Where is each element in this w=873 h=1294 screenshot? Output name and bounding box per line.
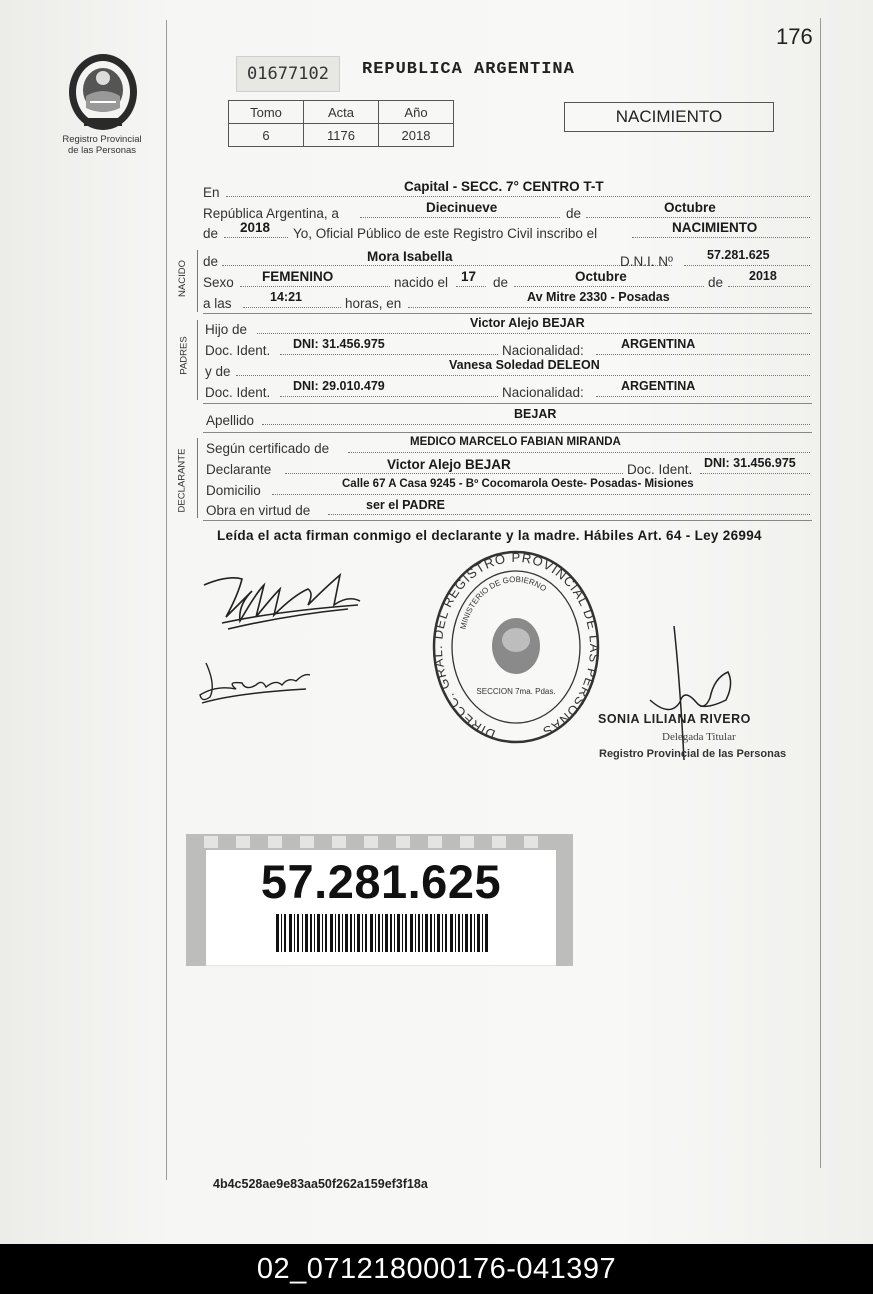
dotted-line — [360, 217, 560, 218]
father-name-value: Victor Alejo BEJAR — [470, 316, 585, 330]
mother-signature — [196, 655, 316, 710]
sexo-label: Sexo — [203, 275, 234, 290]
dotted-line — [257, 333, 810, 334]
closing-statement: Leída el acta firman conmigo el declarante y la madre. Hábiles Art. 64 - Ley 26994 — [217, 528, 762, 543]
declarante-doc-label: Doc. Ident. — [627, 462, 693, 477]
nacido-el-label: nacido el — [394, 275, 449, 290]
dotted-line — [596, 396, 810, 397]
obra-value: ser el PADRE — [366, 498, 445, 512]
y-de-label: y de — [205, 364, 231, 379]
dotted-line — [262, 424, 810, 425]
mother-name-value: Vanesa Soledad DELEON — [449, 358, 600, 372]
page-number: 176 — [776, 24, 813, 49]
section-divider — [203, 313, 812, 314]
dotted-line — [456, 286, 486, 287]
nacido-section-label: NACIDO — [176, 260, 188, 297]
father-nationality-value: ARGENTINA — [621, 337, 696, 351]
record-table — [228, 100, 454, 147]
obra-label: Obra en virtud de — [206, 503, 311, 518]
dotted-line — [596, 354, 810, 355]
day-text-value: Diecinueve — [426, 200, 498, 215]
birth-year-value: 2018 — [749, 269, 777, 283]
tomo-value: 6 — [229, 124, 304, 147]
dotted-line — [408, 307, 810, 308]
de-year-label-2: de — [708, 275, 724, 290]
father-nationality-label: Nacionalidad: — [502, 343, 584, 358]
dotted-line — [632, 237, 810, 238]
birth-day-value: 17 — [461, 269, 477, 284]
registry-label — [50, 134, 154, 156]
month-text-value: Octubre — [664, 200, 716, 215]
hijo-de-label: Hijo de — [205, 322, 248, 337]
domicilio-label: Domicilio — [206, 483, 261, 498]
mother-doc-value: DNI: 29.010.479 — [293, 379, 385, 393]
section-bracket — [197, 250, 198, 312]
a-las-label: a las — [203, 296, 232, 311]
dotted-line — [586, 217, 810, 218]
barcode — [276, 914, 488, 952]
place-value: Capital - SECC. 7° CENTRO T-T — [404, 179, 604, 194]
republica-label: República Argentina, a — [203, 206, 339, 221]
tomo-header: Tomo — [229, 101, 304, 124]
en-label: En — [203, 185, 220, 200]
father-doc-value: DNI: 31.456.975 — [293, 337, 385, 351]
de-name-label: de — [203, 254, 219, 269]
mother-doc-label: Doc. Ident. — [205, 385, 271, 400]
birth-time-value: 14:21 — [270, 290, 302, 304]
dotted-line — [348, 452, 810, 453]
stamp-outer-text: DIRECC. GRAL. DEL REGISTRO PROVINCIAL DE LAS PERSONAS — [430, 549, 602, 743]
acta-header: Acta — [304, 101, 379, 124]
dotted-line — [514, 286, 704, 287]
stamp-inner-text: MINISTERIO DE GOBIERNO — [458, 574, 549, 631]
horas-en-label: horas, en — [345, 296, 402, 311]
inscribe-value: NACIMIENTO — [672, 220, 758, 235]
provincia-coat-of-arms-logo — [66, 52, 140, 132]
apellido-value: BEJAR — [514, 407, 557, 421]
registry-label-line2: de las Personas — [67, 145, 137, 156]
de-year-label: de — [203, 226, 219, 241]
anio-header: Año — [379, 101, 454, 124]
registry-stamp — [430, 548, 602, 746]
dotted-line — [222, 265, 672, 266]
dotted-line — [328, 514, 810, 515]
dotted-line — [226, 196, 810, 197]
sexo-value: FEMENINO — [262, 269, 334, 284]
section-divider — [203, 432, 812, 433]
birth-month-value: Octubre — [575, 269, 627, 284]
page-right-rule — [820, 18, 821, 1168]
section-divider — [203, 520, 812, 521]
official-role: Delegada Titular — [662, 731, 736, 743]
dotted-line — [285, 473, 623, 474]
registry-label-line1: Registro Provincial — [62, 134, 142, 145]
official-office: Registro Provincial de las Personas — [599, 748, 787, 760]
birth-place-value: Av Mitre 2330 - Posadas — [527, 290, 670, 304]
de-month-label: de — [493, 275, 509, 290]
section-divider — [203, 403, 812, 404]
official-name: SONIA LILIANA RIVERO — [598, 712, 751, 726]
certificado-value: MEDICO MARCELO FABIAN MIRANDA — [410, 436, 621, 448]
dotted-line — [272, 494, 810, 495]
padres-section-label: PADRES — [178, 336, 190, 375]
oficial-label: Yo, Oficial Público de este Registro Civil inscribo el — [293, 226, 598, 241]
dotted-line — [243, 307, 341, 308]
declarante-doc-value: DNI: 31.456.975 — [704, 456, 796, 470]
declarante-section-label: DECLARANTE — [176, 448, 188, 513]
dotted-line — [700, 473, 810, 474]
apellido-label: Apellido — [206, 413, 255, 428]
child-name-value: Mora Isabella — [367, 249, 453, 264]
father-doc-label: Doc. Ident. — [205, 343, 271, 358]
anio-value: 2018 — [379, 124, 454, 147]
child-dni-value: 57.281.625 — [707, 248, 770, 262]
act-type-box: NACIMIENTO — [564, 102, 774, 132]
page-left-rule — [166, 20, 167, 1180]
dni-label: D.N.I. Nº — [620, 254, 673, 269]
mother-nationality-label: Nacionalidad: — [502, 385, 584, 400]
declarante-signature — [198, 565, 368, 637]
dotted-line — [280, 354, 498, 355]
acta-value: 1176 — [304, 124, 379, 147]
dotted-line — [280, 396, 498, 397]
section-bracket — [197, 320, 198, 400]
dotted-line — [236, 375, 810, 376]
section-bracket — [197, 438, 198, 518]
dotted-line — [728, 286, 810, 287]
stamp-bottom-text: SECCION 7ma. Pdas. — [476, 687, 556, 696]
dotted-line — [224, 237, 288, 238]
declarante-label: Declarante — [206, 462, 272, 477]
mother-nationality-value: ARGENTINA — [621, 379, 696, 393]
domicilio-value: Calle 67 A Casa 9245 - Bº Cocomarola Oeste- Posadas- Misiones — [342, 478, 694, 490]
certificado-label: Según certificado de — [206, 441, 330, 456]
document-hash: 4b4c528ae9e83aa50f262a159ef3f18a — [213, 1177, 428, 1191]
dotted-line — [684, 265, 810, 266]
document-title: REPUBLICA ARGENTINA — [362, 60, 575, 79]
serial-number: 01677102 — [236, 56, 340, 92]
year-value: 2018 — [240, 220, 271, 235]
declarante-name-value: Victor Alejo BEJAR — [387, 457, 511, 472]
scan-footer-id: 02_071218000176-041397 — [0, 1244, 873, 1294]
dotted-line — [240, 286, 390, 287]
de-label: de — [566, 206, 582, 221]
label-id-number: 57.281.625 — [260, 855, 502, 908]
